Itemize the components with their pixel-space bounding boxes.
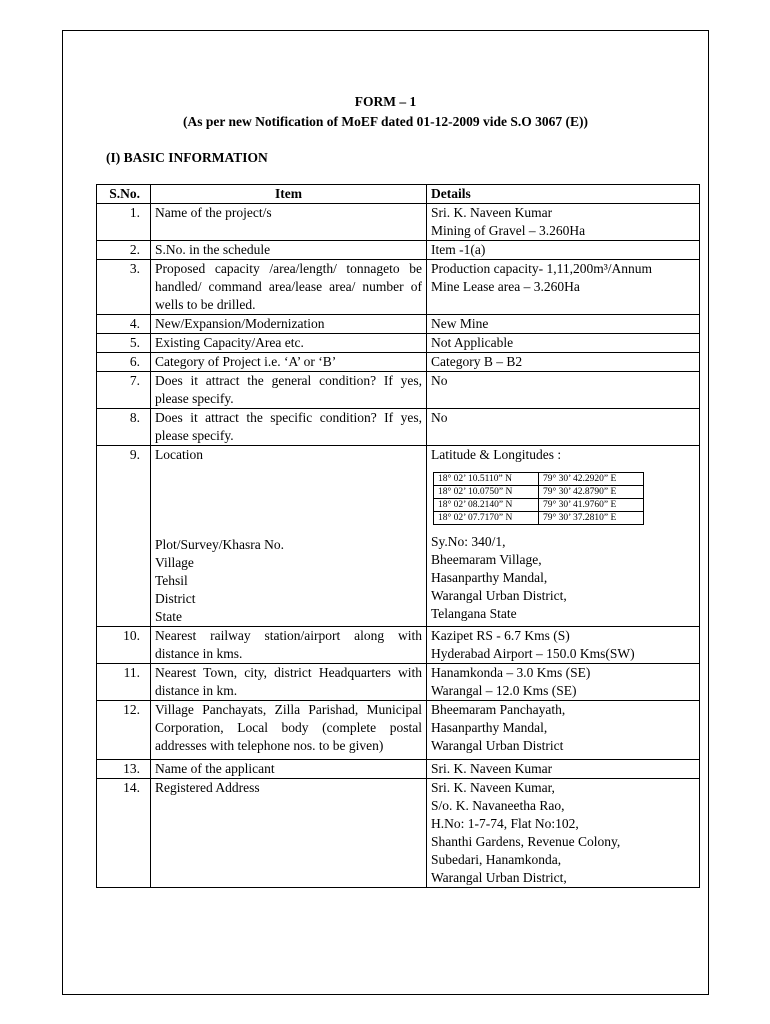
header-sno: S.No. — [97, 185, 151, 204]
row-item: Does it attract the specific condition? If yes, please specify. — [151, 409, 427, 446]
location-label: District — [155, 591, 196, 606]
table-row — [97, 446, 700, 627]
coordinates-table — [433, 472, 644, 525]
table-row — [97, 760, 700, 779]
row-details: Category B – B2 — [427, 353, 700, 372]
location-label: Tehsil — [155, 573, 188, 588]
row-item: New/Expansion/Modernization — [151, 315, 427, 334]
header-details: Details — [427, 185, 700, 204]
table-row — [97, 627, 700, 664]
row-sno: 12. — [97, 701, 151, 760]
row-details: Sri. K. Naveen Kumar Mining of Gravel – 3.260Ha — [427, 204, 700, 241]
table-row — [97, 260, 700, 315]
row-item: Proposed capacity /area/length/ tonnageto be handled/ command area/lease area/ number of wells to be drilled. — [151, 260, 427, 315]
location-label: Village — [155, 555, 194, 570]
table-row — [97, 241, 700, 260]
row-item: Name of the project/s — [151, 204, 427, 241]
table-row — [97, 701, 700, 760]
row-item: S.No. in the schedule — [151, 241, 427, 260]
basic-information-table — [96, 184, 700, 888]
row-item: Nearest Town, city, district Headquarters with distance in km. — [151, 664, 427, 701]
table-row — [97, 409, 700, 446]
row-sno: 9. — [97, 446, 151, 627]
row-details: Sri. K. Naveen Kumar — [427, 760, 700, 779]
table-row — [97, 204, 700, 241]
row-item: Registered Address — [151, 779, 427, 888]
row-details: Item -1(a) — [427, 241, 700, 260]
table-row — [97, 353, 700, 372]
row-details: Latitude & Longitudes : 18° 02’ 10.5110” N 79° 30’ 42.2920” E 18° 02’ 10.0750” N 79° 30’ 42.8790” E 18° 02’ 08.2140” N 79° 30’ 41.9760” E 18° 02’ 07.7170” N 79° 30’ 37.2810” E Sy.No: 340/1, Bheemaram Village, Hasanparthy Mandal, Warangal Urban District, Telangana State — [427, 446, 700, 627]
row-sno: 4. — [97, 315, 151, 334]
table-row — [97, 315, 700, 334]
row-details: Kazipet RS - 6.7 Kms (S) Hyderabad Airport – 150.0 Kms(SW) — [427, 627, 700, 664]
row-details: New Mine — [427, 315, 700, 334]
section-heading: (I) BASIC INFORMATION — [106, 150, 268, 165]
coordinate-row: 18° 02’ 08.2140” N 79° 30’ 41.9760” E — [434, 499, 644, 512]
table-row — [97, 372, 700, 409]
row-details: Production capacity- 1,11,200m³/Annum Mine Lease area – 3.260Ha — [427, 260, 700, 315]
row-item: Existing Capacity/Area etc. — [151, 334, 427, 353]
location-value: Bheemaram Village, — [431, 552, 542, 567]
row-item: Category of Project i.e. ‘A’ or ‘B’ — [151, 353, 427, 372]
row-sno: 1. — [97, 204, 151, 241]
form-title: FORM – 1 — [354, 94, 417, 109]
row-sno: 5. — [97, 334, 151, 353]
coordinate-row: 18° 02’ 07.7170” N 79° 30’ 37.2810” E — [434, 512, 644, 525]
row-item: Location Plot/Survey/Khasra No. Village Tehsil District State — [151, 446, 427, 627]
coordinate-row: 18° 02’ 10.0750” N 79° 30’ 42.8790” E — [434, 486, 644, 499]
row-sno: 10. — [97, 627, 151, 664]
row-item: Village Panchayats, Zilla Parishad, Municipal Corporation, Local body (complete postal addresses with telephone nos. to be given) — [151, 701, 427, 760]
location-value: Sy.No: 340/1, — [431, 534, 506, 549]
table-header-row — [97, 185, 700, 204]
row-sno: 11. — [97, 664, 151, 701]
header-item: Item — [151, 185, 427, 204]
row-sno: 8. — [97, 409, 151, 446]
row-details: No — [427, 372, 700, 409]
table-row — [97, 779, 700, 888]
row-details: Sri. K. Naveen Kumar, S/o. K. Navaneetha Rao, H.No: 1-7-74, Flat No:102, Shanthi Gardens, Revenue Colony, Subedari, Hanamkonda, Warangal Urban District, — [427, 779, 700, 888]
row-item: Nearest railway station/airport along with distance in kms. — [151, 627, 427, 664]
form-subtitle: (As per new Notification of MoEF dated 01-12-2009 vide S.O 3067 (E)) — [183, 114, 588, 129]
row-details: Hanamkonda – 3.0 Kms (SE) Warangal – 12.0 Kms (SE) — [427, 664, 700, 701]
coordinate-row: 18° 02’ 10.5110” N 79° 30’ 42.2920” E — [434, 473, 644, 486]
location-label: State — [155, 609, 182, 624]
table-row — [97, 664, 700, 701]
row-item: Does it attract the general condition? If yes, please specify. — [151, 372, 427, 409]
location-value: Warangal Urban District, — [431, 588, 567, 603]
row-details: Bheemaram Panchayath, Hasanparthy Mandal, Warangal Urban District — [427, 701, 700, 760]
row-sno: 13. — [97, 760, 151, 779]
location-value: Hasanparthy Mandal, — [431, 570, 548, 585]
location-label: Plot/Survey/Khasra No. — [155, 537, 284, 552]
row-sno: 3. — [97, 260, 151, 315]
row-sno: 2. — [97, 241, 151, 260]
row-item: Name of the applicant — [151, 760, 427, 779]
table-row — [97, 334, 700, 353]
row-details: No — [427, 409, 700, 446]
row-sno: 14. — [97, 779, 151, 888]
location-value: Telangana State — [431, 606, 517, 621]
row-sno: 7. — [97, 372, 151, 409]
row-details: Not Applicable — [427, 334, 700, 353]
row-sno: 6. — [97, 353, 151, 372]
